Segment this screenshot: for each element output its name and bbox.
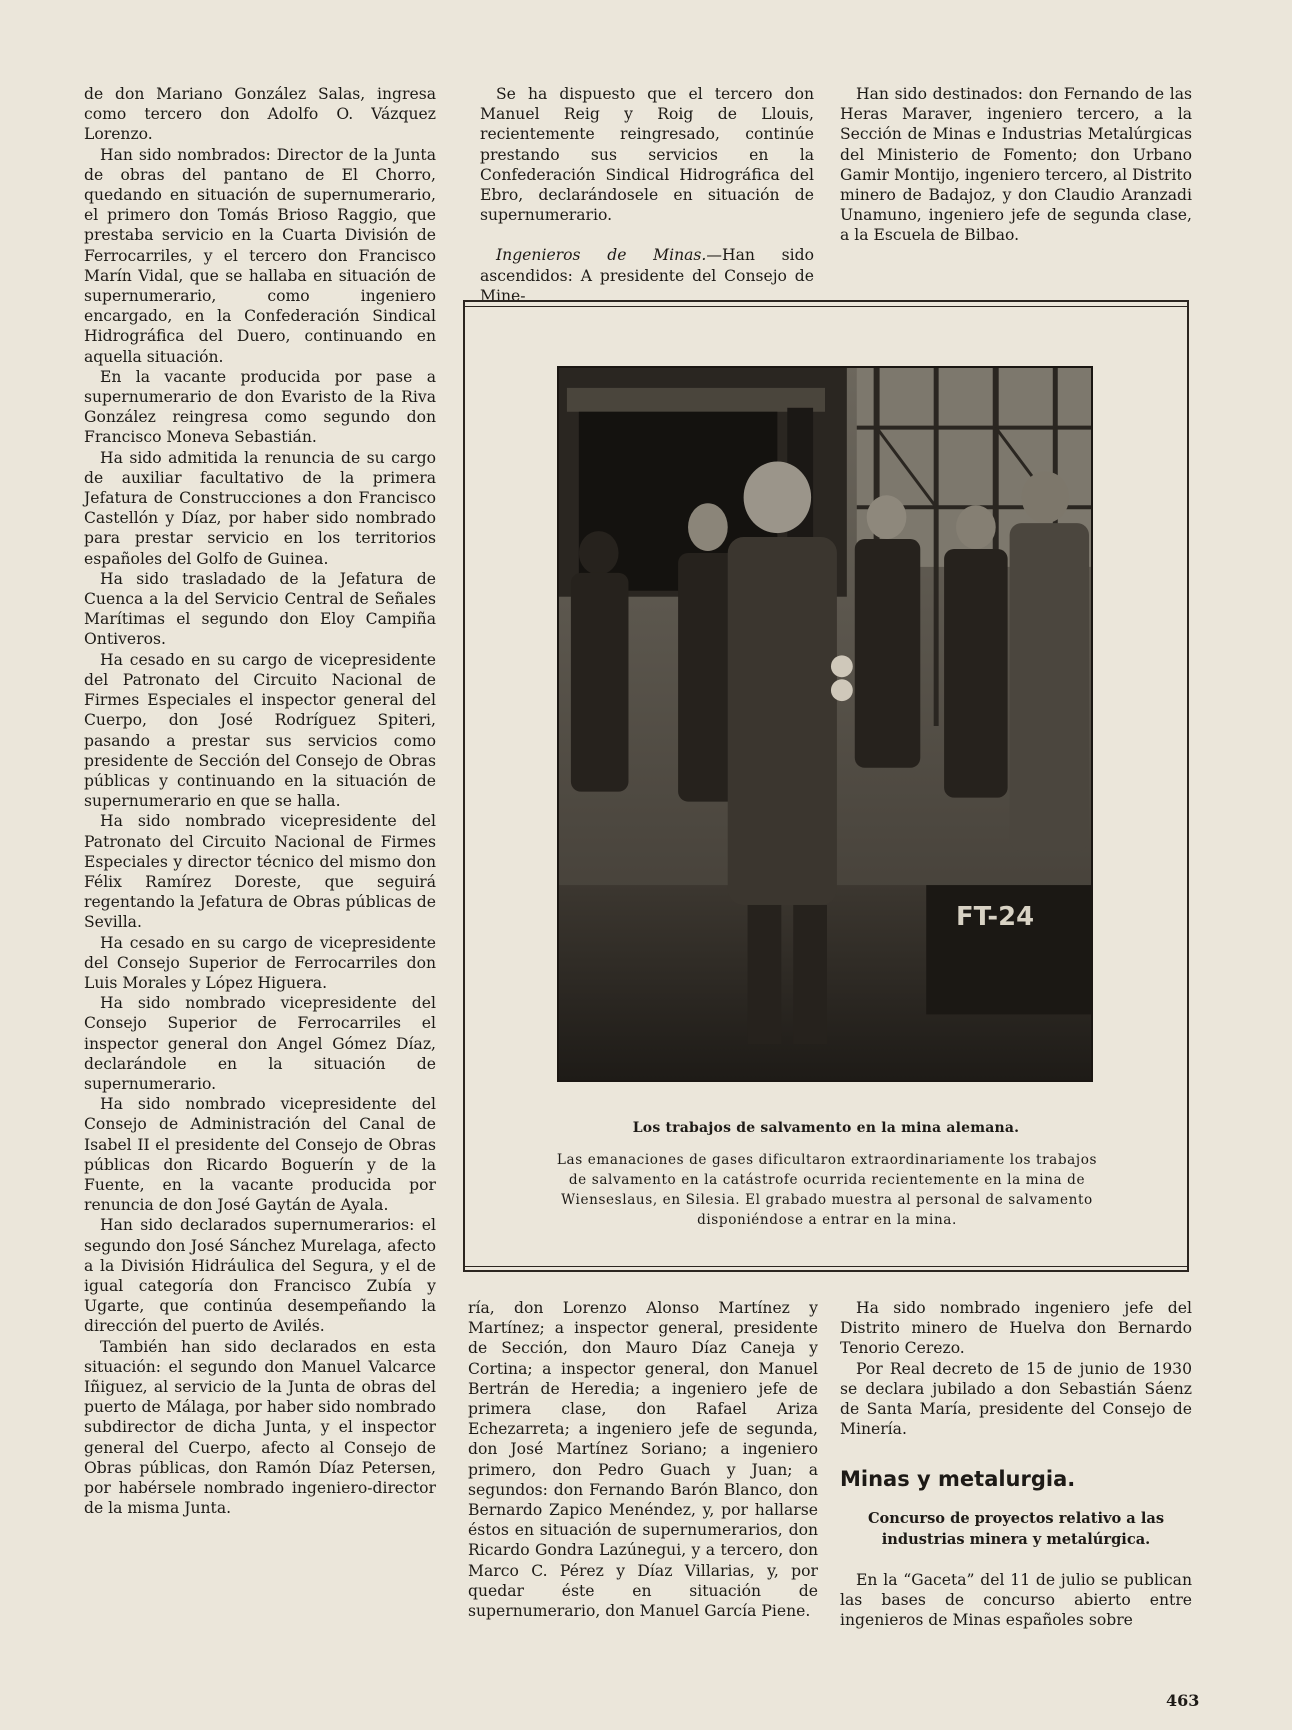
paragraph: En la “Gaceta” del 11 de julio se publican las bases de concurso abierto entre ingenieros de Minas españoles sobre <box>840 1570 1192 1630</box>
column-right-top <box>840 84 1192 246</box>
paragraph: Ha sido nombrado vicepresidente del Consejo Superior de Ferrocarriles el inspector general don Angel Gómez Díaz, declarándole en la situación de supernumerario. <box>84 994 436 1093</box>
column-middle-top <box>480 84 814 306</box>
paragraph: Ha sido trasladado de la Jefatura de Cuenca a la del Servicio Central de Señales Marítimas el segundo don Eloy Campiña Ontiveros. <box>84 569 436 649</box>
section-heading: Minas y metalurgia. <box>840 1467 1076 1492</box>
paragraph: Por Real decreto de 15 de junio de 1930 se declara jubilado a don Sebastián Sáenz de Santa María, presidente del Consejo de Minería. <box>840 1359 1192 1439</box>
paragraph: También han sido declarados en esta situación: el segundo don Manuel Valcarce Iñiguez, al servicio de la Junta de obras del puerto de Málaga, por haber sido nombrado subdirector de dicha Junta, y el inspector general del Cuerpo, afecto al Consejo de Obras públicas, don Ramón Díaz Petersen, por habérsele nombrado ingeniero-director de la misma Junta. <box>84 1337 436 1518</box>
page-number: 463 <box>1166 1691 1200 1710</box>
column-left <box>84 84 436 1518</box>
paragraph: de don Mariano González Salas, ingresa como tercero don Adolfo O. Vázquez Lorenzo. <box>84 85 436 144</box>
paragraph <box>480 245 814 306</box>
figure-caption-text: Las emanaciones de gases dificultaron extraordinariamente los trabajos de salvamento en la catástrofe ocurrida recientemente en la mina de Wienseslaus, en Silesia. El grabado muestra al personal de salvamento disponiéndose a entrar en la mina. <box>556 1152 1098 1228</box>
paragraph: En la vacante producida por pase a supernumerario de don Evaristo de la Riva González reingresa como segundo don Francisco Moneva Sebastián. <box>84 367 436 447</box>
paragraph: Se ha dispuesto que el tercero don Manuel Reig y Roig de Llouis, recientemente reingresado, continúe prestando sus servicios en la Confederación Sindical Hidrográfica del Ebro, declarándosele en situación de supernumerario. <box>480 85 814 225</box>
photograph-illustration <box>559 368 1091 1080</box>
paragraph: Ha sido nombrado vicepresidente del Consejo de Administración del Canal de Isabel II el presidente del Consejo de Obras públicas don Ricardo Boguerín y de la Fuente, en la vacante producida por renuncia de don José Gaytán de Ayala. <box>84 1095 436 1215</box>
subsection-label: Ingenieros de Minas. <box>496 246 707 265</box>
crate-marking: FT-24 <box>956 901 1035 932</box>
sub-heading: Concurso de proyectos relativo a las industrias minera y metalúrgica. <box>867 1509 1165 1548</box>
figure-caption-title: Los trabajos de salvamento en la mina alemana. <box>632 1120 1020 1136</box>
paragraph: Ha sido nombrado vicepresidente del Patronato del Circuito Nacional de Firmes Especiales y director técnico del mismo don Félix Ramírez Doreste, que seguirá regentando la Jefatura de Obras públicas de Sevilla. <box>84 812 436 932</box>
paragraph: Ha sido nombrado ingeniero jefe del Distrito minero de Huelva don Bernardo Tenorio Cerezo. <box>840 1299 1192 1358</box>
paragraph: Ha sido admitida la renuncia de su cargo de auxiliar facultativo de la primera Jefatura de Construcciones a don Francisco Castellón y Díaz, por haber sido nombrado para prestar servicio en los territorios españoles del Golfo de Guinea. <box>84 448 436 568</box>
figure-frame <box>463 300 1189 1272</box>
paragraph: Ha cesado en su cargo de vicepresidente del Patronato del Circuito Nacional de Firmes Especiales el inspector general del Cuerpo, don José Rodríguez Spiteri, pasando a prestar sus servicios como presidente de Sección del Consejo de Obras públicas y continuando en la situación de supernumerario en que se halla. <box>84 650 436 811</box>
paragraph: Han sido destinados: don Fernando de las Heras Maraver, ingeniero tercero, a la Sección de Minas e Industrias Metalúrgicas del Ministerio de Fomento; don Urbano Gamir Montijo, ingeniero tercero, al Distrito minero de Badajoz, y don Claudio Aranzadi Unamuno, ingeniero jefe de segunda clase, a la Escuela de Bilbao. <box>840 85 1192 245</box>
paragraph: Han sido declarados supernumerarios: el segundo don José Sánchez Murelaga, afecto a la División Hidráulica del Segura, y el de igual categoría don Francisco Zubía y Ugarte, que continúa desempeñando la dirección del puerto de Avilés. <box>84 1216 436 1336</box>
paragraph: Ha cesado en su cargo de vicepresidente del Consejo Superior de Ferrocarriles don Luis Morales y López Higuera. <box>84 933 436 992</box>
paragraph-text: —Han sido ascendidos: A presidente del Consejo de Mine- <box>480 246 814 305</box>
paragraph: Han sido nombrados: Director de la Junta de obras del pantano de El Chorro, quedando en situación de supernumerario, el primero don Tomás Brioso Raggio, que prestaba servicio en la Cuarta División de Ferrocarriles, y el tercero don Francisco Marín Vidal, que se hallaba en situación de supernumerario, como ingeniero encargado, en la Confederación Sindical Hidrográfica del Duero, continuando en aquella situación. <box>84 145 436 366</box>
rescue-photograph <box>557 366 1093 1082</box>
paragraph: ría, don Lorenzo Alonso Martínez y Martínez; a inspector general, presidente de Sección, don Mauro Díaz Caneja y Cortina; a inspector general, don Manuel Bertrán de Heredia; a ingeniero jefe de primera clase, don Rafael Ariza Echezarreta; a ingeniero jefe de segunda, don José Martínez Soriano; a ingeniero primero, don Pedro Guach y Juan; a segundos: don Fernando Barón Blanco, don Bernardo Zapico Menéndez, y, por hallarse éstos en situación de supernumerarios, don Ricardo Gondra Lazúnegui, y a tercero, don Marco C. Pérez y Díaz Villarias, y, por quedar éste en situación de supernumerario, don Manuel García Piene. <box>468 1299 818 1621</box>
column-right-bottom <box>840 1298 1192 1630</box>
column-middle-bottom <box>468 1298 818 1621</box>
